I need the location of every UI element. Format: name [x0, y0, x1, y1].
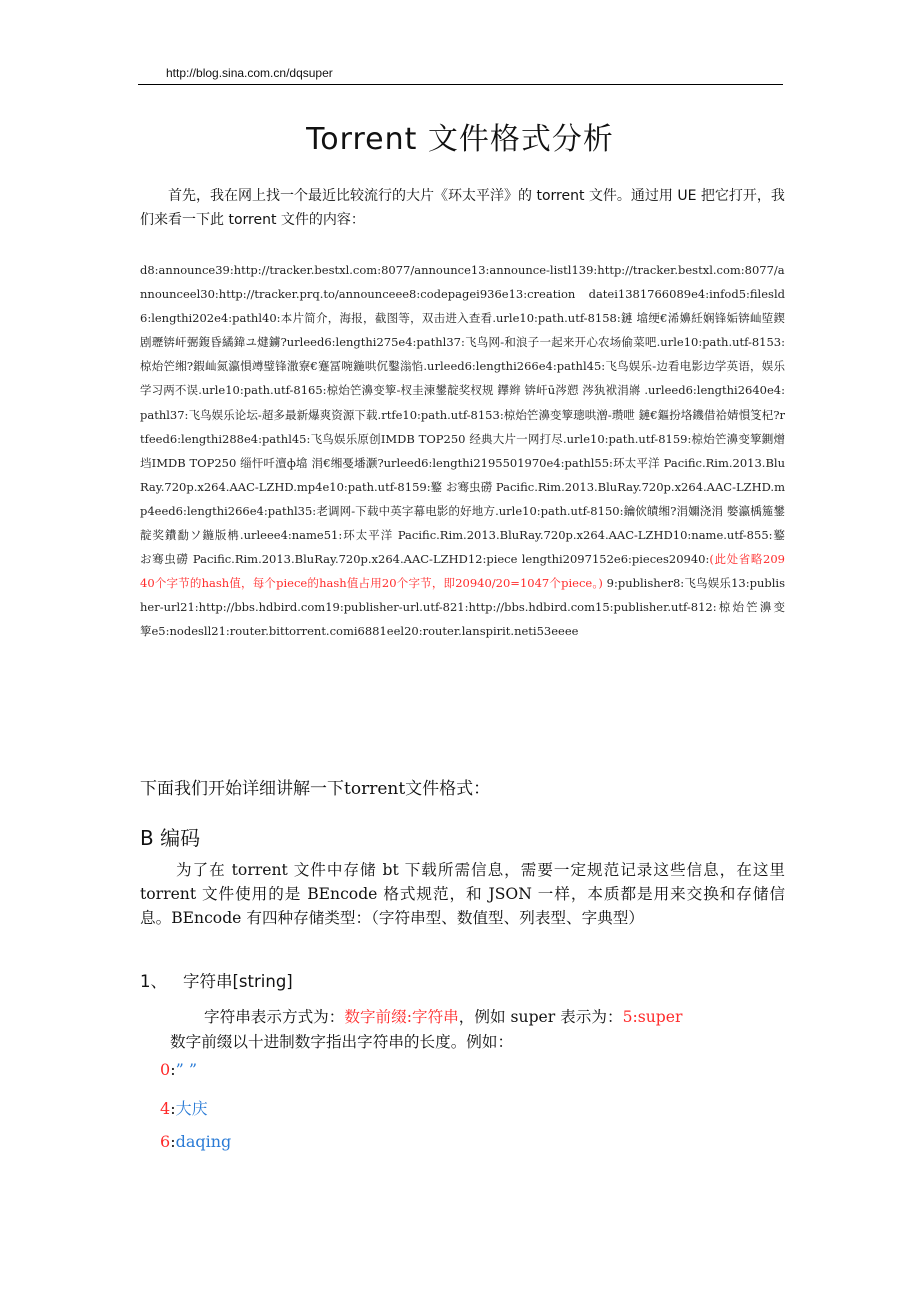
- header-divider: [138, 84, 783, 85]
- example-value: ” ”: [175, 1060, 198, 1079]
- raw-content-part2: 9:publisher8:飞鸟娱乐13:publisher-url21:http://bbs.hdbird.com19:publisher-url.utf-821:http://bbs.hdbird.com15:publisher.utf-812:椋炲笀濞变箰e5:nodesll21:router.bittorrent.comi6881eel20:router.lanspirit.neti53eeee: [140, 576, 785, 639]
- example-item: [160, 1096, 208, 1119]
- string-format-text-c: ，例如 super 表示为：: [458, 1008, 623, 1026]
- subsection-heading-string: [140, 968, 293, 992]
- raw-content-part1: d8:announce39:http://tracker.bestxl.com:8077/announce13:announce-listl139:http://tracker.bestxl.com:8077/announceel30:http://tracker.prq.to/announceee8:codepagei936e13:creation datei1381766089e4:infod5:filesld6:lengthi202e4:pathl40:本片简介，海报，截图等，双击进入查看.urle10:path.utf-8158:鏈 墖绠€浠嬶紝娴锋姤锛屾埅鍥剧瓑锛屽弻鍑昏繘鍏ユ煡鐪?urleed6:lengthi275e4:pathl37:飞鸟网-和浪子一起来开心农场偷菜吧.urle10:path.utf-8153:椋炲笀缃?鍜屾氮瀛愪竴璧锋潵寮€蹇冨啘鍦哄伔鑿滃惂.urleed6:lengthi266e4:pathl45:飞鸟娱乐-边看电影边学英语，娱乐学习两不误.urle10:path.utf-8165:椋炲笀濞变箰-杈圭湅鐢靛奖杈规 鑻辫 锛屽ū涔愬 涔犱袱涓嶈 .urleed6:lengthi2640e4:pathl37:飞鸟娱乐论坛-超多最新爆爽资源下载.rtfe10:path.utf-8153:椋炲笀濞变箰璁哄潧-瓒呭 鏈€鏂扮垎鐖借祫婧愪笅杞?rtfeed6:lengthi288e4:pathl45:飞鸟娱乐原创IMDB TOP250 经典大片一网打尽.urle10:path.utf-8159:椋炲笀濞变箰鍘熷垱IMDB TOP250 缁忓吀澶ф墖 涓€缃戞墦灏?urleed6:lengthi2195501970e4:pathl55:环太平洋 Pacific.Rim.2013.BluRay.720p.x264.AAC-LZHD.mp4e10:path.utf-8159:鐜 お骞虫磱 Pacific.Rim.2013.BluRay.720p.x264.AAC-LZHD.mp4eed6:lengthi266e4:pathl35:老调网-下载中英字幕电影的好地方.urle10:path.utf-8150:鑰佽皟缃?涓嬭浇涓 嫳瀛楀箷鐢靛奖鐨勫ソ鍦版柟.urleee4:name51:环太平洋 Pacific.Rim.2013.BluRay.720p.x264.AAC-LZHD10:name.utf-855:鐜 お骞虫磱 Pacific.Rim.2013.BluRay.720p.x264.AAC-LZHD12:piece lengthi2097152e6:pieces20940:: [140, 263, 785, 567]
- example-prefix: 6: [160, 1132, 171, 1151]
- string-prefix-description: 数字前缀以十进制数字指出字符串的长度。例如：: [170, 1033, 514, 1051]
- subsection-number: 1、: [140, 972, 167, 991]
- example-item: [160, 1132, 231, 1151]
- example-colon: :: [170, 1132, 176, 1151]
- raw-content-note: (此处省略20940个字节的hash值，每个piece的hash值占用20个字节，即20940/20=1047个piece。): [140, 552, 785, 591]
- page-title: Torrent 文件格式分析: [306, 122, 614, 157]
- header-url: http://blog.sina.com.cn/dqsuper: [166, 66, 333, 80]
- example-item: [160, 1060, 197, 1079]
- bencode-paragraph: 为了在 torrent 文件中存储 bt 下载所需信息，需要一定规范记录这些信息，在这里 torrent 文件使用的是 BEncode 格式规范，和 JSON 一样，本质都是用来交换和存储信息。BEncode 有四种存储类型：（字符串型、数值型、列表型、字典型）: [140, 861, 785, 927]
- string-format-line: [204, 1005, 682, 1027]
- string-format-pattern: 数字前缀:字符串: [344, 1008, 459, 1026]
- example-colon: :: [170, 1099, 176, 1118]
- example-colon: :: [170, 1060, 176, 1079]
- example-value: daqing: [175, 1132, 232, 1151]
- torrent-raw-content: [140, 258, 785, 644]
- subsection-label: 字符串[string]: [183, 972, 293, 991]
- example-prefix: 0: [160, 1060, 171, 1079]
- section-intro-heading: 下面我们开始详细讲解一下torrent文件格式：: [140, 779, 491, 799]
- string-format-example: 5:super: [622, 1008, 683, 1026]
- section-heading-bencode: B 编码: [140, 826, 201, 850]
- example-value: 大庆: [175, 1099, 208, 1118]
- string-format-text-a: 字符串表示方式为：: [204, 1008, 345, 1026]
- example-prefix: 4: [160, 1099, 171, 1118]
- intro-paragraph: 首先，我在网上找一个最近比较流行的大片《环太平洋》的 torrent 文件。通过用 UE 把它打开，我们来看一下此 torrent 文件的内容：: [140, 188, 785, 228]
